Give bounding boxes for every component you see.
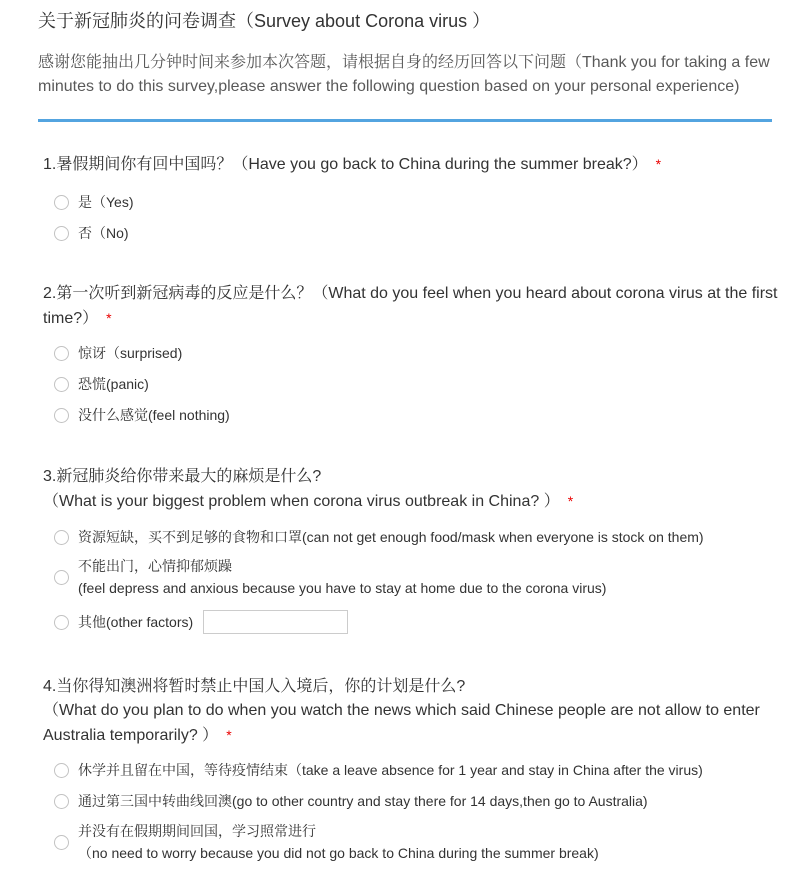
option-no[interactable]	[54, 222, 129, 244]
question-2	[43, 282, 778, 423]
option-label	[78, 820, 599, 864]
option-panic[interactable]	[54, 373, 149, 395]
radio-button[interactable]	[54, 530, 69, 545]
question-1	[43, 152, 778, 241]
option-yes[interactable]	[54, 191, 134, 213]
radio-button[interactable]	[54, 615, 69, 630]
radio-button[interactable]	[54, 195, 69, 210]
option-label: 是（Yes)	[78, 194, 134, 210]
radio-button[interactable]	[54, 226, 69, 241]
option-feel-nothing[interactable]	[54, 404, 230, 426]
option-label-line1: 并没有在假期期间回国，学习照常进行	[78, 823, 316, 839]
option-surprised[interactable]	[54, 342, 182, 364]
radio-button[interactable]	[54, 835, 69, 850]
option-label: 休学并且留在中国，等待疫情结束（take a leave absence for 1 year and stay in China after the virus)	[78, 762, 703, 778]
radio-button[interactable]	[54, 794, 69, 809]
option-label-line2: (feel depress and anxious because you have to stay at home due to the corona virus)	[78, 580, 607, 596]
option-no-need-to-worry[interactable]	[54, 820, 599, 864]
radio-button[interactable]	[54, 570, 69, 585]
radio-button[interactable]	[54, 408, 69, 423]
question-title	[43, 465, 778, 514]
option-label: 资源短缺，买不到足够的食物和口罩(can not get enough food/mask when everyone is stock on them)	[78, 529, 704, 545]
other-factors-input[interactable]	[203, 610, 348, 634]
required-asterisk: *	[655, 156, 662, 172]
question-title-line2: （What do you plan to do when you watch the news which said Chinese people are not allow to enter Australia temporarily? ）	[43, 702, 760, 744]
option-other-factors[interactable]	[54, 610, 348, 634]
option-label: 其他(other factors)	[78, 614, 194, 630]
required-asterisk: *	[567, 493, 574, 509]
option-label: 否（No)	[78, 225, 129, 241]
title-divider	[38, 119, 772, 122]
option-resource-shortage[interactable]	[54, 526, 704, 548]
option-label: 惊讶（surprised)	[78, 345, 183, 361]
option-label: 恐慌(panic)	[78, 376, 149, 392]
question-title	[43, 675, 778, 748]
option-leave-absence[interactable]	[54, 759, 703, 781]
option-third-country[interactable]	[54, 790, 648, 812]
option-label	[78, 555, 606, 599]
question-title-line2: （What is your biggest problem when corona virus outbreak in China? ）	[43, 493, 560, 510]
radio-button[interactable]	[54, 763, 69, 778]
question-title-line1: 3.新冠肺炎给你带来最大的麻烦是什么?	[43, 468, 322, 485]
question-title	[43, 152, 778, 177]
required-asterisk: *	[106, 310, 112, 326]
question-title-line1: 4.当你得知澳洲将暂时禁止中国人入境后，你的计划是什么?	[43, 678, 466, 695]
radio-button[interactable]	[54, 346, 69, 361]
radio-button[interactable]	[54, 377, 69, 392]
question-4	[43, 675, 778, 861]
question-title-text: 2.第一次听到新冠病毒的反应是什么？（What do you feel when you heard about corona virus at the first time?）	[43, 285, 778, 327]
option-label-line2: （no need to worry because you did not go back to China during the summer break)	[78, 845, 599, 861]
option-stay-at-home[interactable]	[54, 555, 606, 599]
option-label: 没什么感觉(feel nothing)	[78, 407, 230, 423]
question-title	[43, 282, 778, 331]
question-title-text: 1.暑假期间你有回中国吗？（Have you go back to China during the summer break?）	[43, 156, 648, 173]
option-label-line1: 不能出门，心情抑郁烦躁	[78, 558, 232, 574]
survey-description: 感谢您能抽出几分钟时间来参加本次答题，请根据自身的经历回答以下问题（Thank you for taking a few minutes to do this survey,please answer the following question based on your personal experience)	[38, 54, 770, 95]
required-asterisk: *	[226, 727, 232, 743]
question-3	[43, 465, 778, 630]
survey-title: 关于新冠肺炎的问卷调查（Survey about Corona virus ）	[38, 11, 491, 31]
option-label: 通过第三国中转曲线回澳(go to other country and stay there for 14 days,then go to Australia)	[78, 793, 648, 809]
